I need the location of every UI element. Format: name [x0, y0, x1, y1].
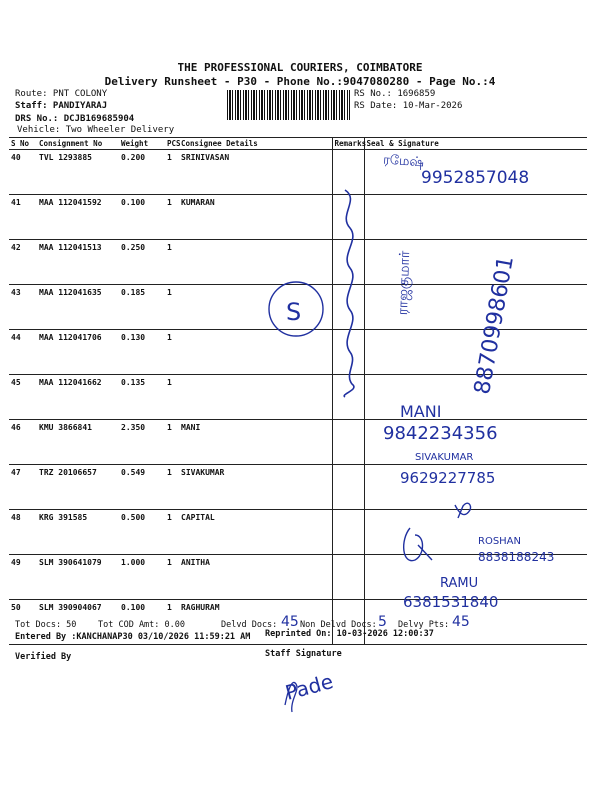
- sig-46-name: MANI: [400, 402, 442, 421]
- row-consignee: [179, 330, 332, 375]
- delvy-pts-label: Delvy Pts:: [398, 620, 450, 630]
- sig-vertical-phone: 8870998601: [470, 254, 519, 397]
- sig-49-name: ROSHAN: [478, 536, 522, 547]
- row-weight: 0.100: [119, 195, 165, 240]
- row-consignee: MANI: [179, 420, 332, 465]
- entered-by: Entered By :KANCHANAP30 03/10/2026 11:59:21 AM: [15, 632, 251, 642]
- delvy-pts-value: 45: [452, 614, 470, 630]
- row-consignment: MAA 112041706: [37, 330, 119, 375]
- vehicle-label: Vehicle: Two Wheeler Delivery: [17, 125, 175, 135]
- col-consignee: Consignee Details: [179, 138, 332, 150]
- row-remarks: [332, 420, 364, 465]
- row-pcs: 1: [165, 555, 179, 600]
- rs-number: RS No.: 1696859: [354, 89, 436, 99]
- col-remarks: Remarks: [332, 138, 364, 150]
- row-consignee: KUMARAN: [179, 195, 332, 240]
- row-consignment: MAA 112041513: [37, 240, 119, 285]
- row-remarks: [332, 285, 364, 330]
- sig-50-name: RAMU: [440, 576, 479, 591]
- row-pcs: 1: [165, 600, 179, 645]
- tot-docs: Tot Docs: 50: [15, 620, 77, 630]
- row-consignment: SLM 390904067: [37, 600, 119, 645]
- staff-signature: Pade: [282, 669, 336, 705]
- row-weight: 0.500: [119, 510, 165, 555]
- col-pcs: PCS: [167, 139, 181, 148]
- sig-40-name: ரமேஷ்: [382, 152, 425, 171]
- row-consignee: [179, 240, 332, 285]
- row-consignment: MAA 112041635: [37, 285, 119, 330]
- row-consignment: MAA 112041662: [37, 375, 119, 420]
- sig-47-phone: 9629227785: [400, 469, 496, 487]
- row-consignee: SRINIVASAN: [179, 150, 332, 195]
- tot-cod: Tot COD Amt: 0.00: [98, 620, 185, 630]
- row-sno: 40: [9, 150, 37, 195]
- sig-47-name: SIVAKUMAR: [415, 452, 474, 463]
- row-pcs: 1: [165, 375, 179, 420]
- row-sno: 46: [9, 420, 37, 465]
- courier-title: THE PROFESSIONAL COURIERS, COIMBATORE: [177, 61, 423, 74]
- row-pcs: 1: [165, 510, 179, 555]
- row-remarks: [332, 150, 364, 195]
- row-pcs: 1: [165, 195, 179, 240]
- row-consignment: TRZ 20106657: [37, 465, 119, 510]
- row-sno: 44: [9, 330, 37, 375]
- sig-50-phone: 6381531840: [403, 593, 499, 611]
- row-weight: 0.549: [119, 465, 165, 510]
- non-delvd-label: Non Delvd Docs:: [300, 620, 377, 630]
- runsheet-subtitle: Delivery Runsheet - P30 - Phone No.:9047080280 - Page No.:4: [104, 75, 496, 88]
- sig-46-phone: 9842234356: [383, 423, 498, 444]
- drs-number: DRS No.: DCJB169685904: [15, 114, 135, 124]
- row-pcs: 1: [165, 240, 179, 285]
- table-header: [9, 138, 587, 150]
- table-row: [9, 195, 587, 240]
- row-sno: 45: [9, 375, 37, 420]
- row-signature: [364, 510, 587, 555]
- circle-mark-text: S: [286, 298, 302, 326]
- row-sno: 41: [9, 195, 37, 240]
- row-consignee: [179, 285, 332, 330]
- route-label: Route: PNT COLONY: [15, 89, 108, 99]
- row-sno: 43: [9, 285, 37, 330]
- row-consignment: KMU 3866841: [37, 420, 119, 465]
- row-consignment: TVL 1293885: [37, 150, 119, 195]
- row-sno: 47: [9, 465, 37, 510]
- row-sno: 50: [9, 600, 37, 645]
- col-weight: Weight: [119, 138, 165, 150]
- row-consignment: MAA 112041592: [37, 195, 119, 240]
- col-sno: S No: [9, 138, 37, 150]
- row-weight: 0.200: [119, 150, 165, 195]
- row-sno: 42: [9, 240, 37, 285]
- row-sno: 49: [9, 555, 37, 600]
- row-remarks: [332, 240, 364, 285]
- row-pcs: 1: [165, 150, 179, 195]
- row-sno: 48: [9, 510, 37, 555]
- verified-by: Verified By: [15, 652, 72, 662]
- row-consignee: ANITHA: [179, 555, 332, 600]
- delvd-docs-value: 45: [281, 614, 299, 630]
- row-consignment: SLM 390641079: [37, 555, 119, 600]
- row-consignee: RAGHURAM: [179, 600, 332, 645]
- row-remarks: [332, 510, 364, 555]
- row-weight: 0.250: [119, 240, 165, 285]
- row-pcs: 1: [165, 330, 179, 375]
- row-signature: [364, 195, 587, 240]
- table-row: [9, 375, 587, 420]
- row-weight: 0.130: [119, 330, 165, 375]
- row-weight: 0.185: [119, 285, 165, 330]
- reprinted-on: Reprinted On: 10-03-2026 12:00:37: [265, 629, 434, 639]
- row-weight: 0.100: [119, 600, 165, 645]
- row-consignee: CAPITAL: [179, 510, 332, 555]
- table-row: [9, 510, 587, 555]
- table-row: [9, 465, 587, 510]
- row-pcs: 1: [165, 285, 179, 330]
- row-consignee: SIVAKUMAR: [179, 465, 332, 510]
- row-weight: 2.350: [119, 420, 165, 465]
- rs-date: RS Date: 10-Mar-2026: [354, 101, 463, 111]
- row-remarks: [332, 330, 364, 375]
- row-remarks: [332, 555, 364, 600]
- sig-vertical-name: ராஜகுமார்: [395, 250, 414, 316]
- row-weight: 1.000: [119, 555, 165, 600]
- staff-label: Staff: PANDIYARAJ: [15, 101, 108, 111]
- col-consignment: Consignment No: [37, 138, 119, 150]
- row-pcs: 1: [165, 465, 179, 510]
- row-remarks: [332, 465, 364, 510]
- row-weight: 0.135: [119, 375, 165, 420]
- row-remarks: [332, 375, 364, 420]
- row-consignee: [179, 375, 332, 420]
- table-row: [9, 420, 587, 465]
- sig-40-phone: 9952857048: [421, 168, 530, 188]
- sig-49-phone: 8838188243: [478, 550, 555, 564]
- staff-signature-label: Staff Signature: [265, 649, 342, 659]
- barcode: [227, 90, 350, 120]
- delvd-docs-label: Delvd Docs:: [221, 620, 278, 630]
- row-remarks: [332, 195, 364, 240]
- runsheet-table: [9, 137, 587, 645]
- col-signature: Seal & Signature: [364, 138, 587, 150]
- row-pcs: 1: [165, 420, 179, 465]
- non-delvd-value: 5: [378, 614, 387, 630]
- row-consignment: KRG 391585: [37, 510, 119, 555]
